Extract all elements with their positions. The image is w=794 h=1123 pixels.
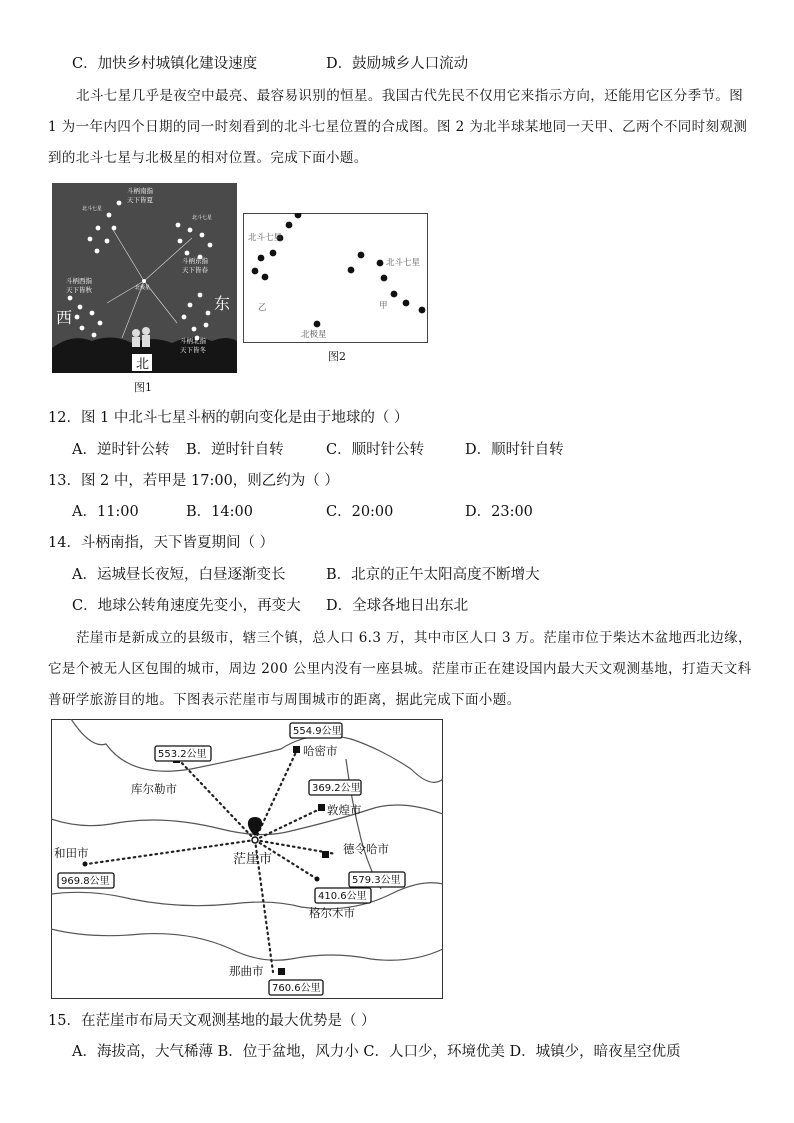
q13-option-b: B．14:00 xyxy=(186,504,253,520)
map-city-hotan: 和田市 xyxy=(54,846,89,860)
fig2-dipper-left: 北斗七星 xyxy=(248,233,283,243)
map-distance-hotan: 969.8公里 xyxy=(61,876,110,887)
passage2-line3: 普研学旅游目的地。下图表示茫崖市与周围城市的距离，据此完成下面小题。 xyxy=(48,692,521,708)
q14-option-b: B．北京的正午太阳高度不断增大 xyxy=(326,567,540,583)
map-city-delingha: 德令哈市 xyxy=(343,842,389,856)
map-center-label: 茫崖市 xyxy=(233,852,273,867)
passage1-line1: 北斗七星几乎是夜空中最亮、最容易识别的恒星。我国古代先民不仅用它来指示方向，还能用它区分季节。图 xyxy=(76,88,744,104)
map-city-korla: 库尔勒市 xyxy=(131,782,177,796)
map-city-hami: 哈密市 xyxy=(303,744,338,758)
q13-stem: 13．图 2 中，若甲是 17:00，则乙约为（ ） xyxy=(48,473,339,489)
fig1-label-dipper-left: 北斗七星 xyxy=(82,206,103,212)
fig1-label-dipper-right: 北斗七星 xyxy=(192,215,213,221)
q13-option-c: C．20:00 xyxy=(326,504,394,520)
fig1-label-spring-2: 天下皆春 xyxy=(182,266,208,274)
fig1-label-polaris: 北极星 xyxy=(135,285,151,291)
figure-1-night-sky xyxy=(52,183,237,373)
fig1-label-winter-2: 天下皆冬 xyxy=(180,346,206,354)
figure-2-caption: 图2 xyxy=(328,350,346,363)
q12-option-a: A．逆时针公转 xyxy=(72,442,170,458)
fig2-polaris: 北极星 xyxy=(301,330,327,340)
passage1-line2: 1 为一年内四个日期的同一时刻看到的北斗七星位置的合成图。图 2 为北半球某地同一天甲、乙两个不同时刻观测 xyxy=(48,119,748,135)
map-distance-nagqu: 760.6公里 xyxy=(272,983,321,994)
fig1-label-autumn-2: 天下皆秋 xyxy=(66,286,92,294)
map-distance-golmud: 410.6公里 xyxy=(318,891,367,902)
q12-stem: 12．图 1 中北斗七星斗柄的朝向变化是由于地球的（ ） xyxy=(48,410,409,426)
q12-option-b: B．逆时针自转 xyxy=(186,442,284,458)
figure-2-dipper-positions xyxy=(243,213,428,343)
q13-option-d: D．23:00 xyxy=(465,504,533,520)
map-distance-korla: 553.2公里 xyxy=(158,749,207,760)
fig1-label-summer-2: 天下皆夏 xyxy=(127,196,153,204)
q11-option-c: C．加快乡村城镇化建设速度 xyxy=(72,56,258,72)
q12-option-d: D．顺时针自转 xyxy=(465,442,564,458)
fig1-label-spring-1: 斗柄东指 xyxy=(182,257,208,265)
distance-map xyxy=(51,719,443,999)
fig2-jia: 甲 xyxy=(379,301,388,311)
q13-option-a: A．11:00 xyxy=(72,504,139,520)
fig1-west: 西 xyxy=(56,308,73,327)
fig1-label-winter-1: 斗柄北指 xyxy=(180,337,206,345)
fig1-north: 北 xyxy=(136,357,150,372)
q15-stem: 15．在茫崖市布局天文观测基地的最大优势是（ ） xyxy=(48,1013,376,1029)
q11-option-d: D．鼓励城乡人口流动 xyxy=(326,56,469,72)
fig2-dipper-right: 北斗七星 xyxy=(386,258,421,268)
fig1-label-summer-1: 斗柄南指 xyxy=(127,187,153,195)
q14-option-c: C．地球公转角速度先变小，再变大 xyxy=(72,598,301,614)
fig1-east: 东 xyxy=(214,294,231,313)
passage2-line2: 它是个被无人区包围的城市，周边 200 公里内没有一座县城。茫崖市正在建设国内最大天文观测基地，打造天文科 xyxy=(48,661,752,677)
q14-stem: 14．斗柄南指，天下皆夏期间（ ） xyxy=(48,535,275,551)
figure-1-caption: 图1 xyxy=(134,381,152,394)
q12-option-c: C．顺时针公转 xyxy=(326,442,425,458)
map-distance-delingha: 579.3公里 xyxy=(352,875,401,886)
map-city-nagqu: 那曲市 xyxy=(229,964,264,978)
passage2-line1: 茫崖市是新成立的县级市，辖三个镇，总人口 6.3 万，其中市区人口 3 万。茫崖市位于柴达木盆地西北边缘， xyxy=(76,630,752,646)
map-city-golmud: 格尔木市 xyxy=(309,906,355,920)
q15-options: A．海拔高，大气稀薄 B．位于盆地，风力小 C．人口少，环境优美 D．城镇少，暗夜星空优质 xyxy=(72,1044,681,1060)
passage1-line3: 到的北斗七星与北极星的相对位置。完成下面小题。 xyxy=(48,150,368,166)
map-city-dunhuang: 敦煌市 xyxy=(327,803,362,817)
q14-option-a: A．运城昼长夜短，白昼逐渐变长 xyxy=(72,567,286,583)
q14-option-d: D．全球各地日出东北 xyxy=(326,598,469,614)
fig1-label-autumn-1: 斗柄西指 xyxy=(66,277,92,285)
fig2-yi: 乙 xyxy=(258,303,267,313)
map-distance-dunhuang: 369.2公里 xyxy=(312,783,361,794)
map-distance-hami: 554.9公里 xyxy=(293,726,342,737)
